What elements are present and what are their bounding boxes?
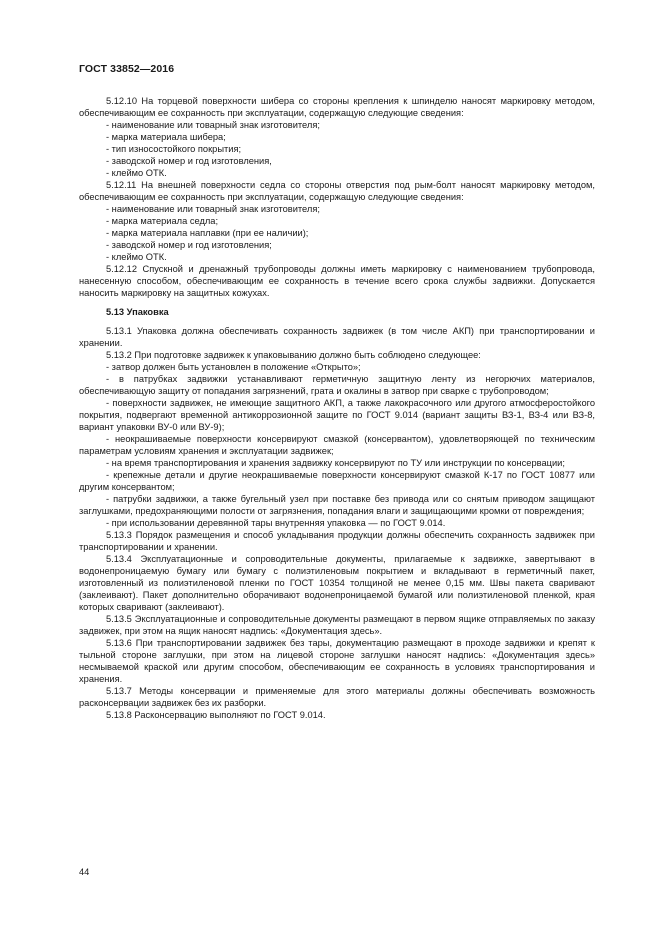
list-item: - тип износостойкого покрытия; — [106, 144, 242, 154]
list-item: - наименование или товарный знак изготовителя; — [106, 120, 320, 130]
list-item: - марка материала седла; — [106, 216, 219, 226]
list-item: - клеймо ОТК. — [106, 252, 167, 262]
list-item: - затвор должен быть установлен в положение «Открыто»; — [106, 362, 361, 372]
paragraph-5-13-6: 5.13.6 При транспортировании задвижек без тары, документацию размещают в проходе задвижки и крепят к тыльной стороне заглушки, при этом на лицевой стороне заглушки наносят надпись: «Документация здесь» несмываемой краской или другим способом, обеспечивающим ее сохранность в условиях транспортирования и хранения. — [79, 638, 595, 684]
paragraph-5-12-11: 5.12.11 На внешней поверхности седла со стороны отверстия под рым-болт наносят маркировку методом, обеспечивающим ее сохранность при эксплуатации, содержащую следующие сведения: — [79, 180, 595, 202]
paragraph-5-13-7: 5.13.7 Методы консервации и применяемые для этого материалы должны обеспечивать возможность расконсервации задвижек без их разборки. — [79, 686, 595, 708]
paragraph-5-12-12: 5.12.12 Спускной и дренажный трубопроводы должны иметь маркировку с наименованием трубопровода, нанесенную способом, обеспечивающим ее сохранность в течение всего срока службы задвижки. Допускается наносить маркировку на защитных кожухах. — [79, 264, 595, 298]
list-item: - клеймо ОТК. — [106, 168, 167, 178]
list-item: - на время транспортирования и хранения задвижку консервируют по ТУ или инструкции по консервации; — [106, 458, 565, 468]
list-item: - крепежные детали и другие неокрашиваемые поверхности консервируют смазкой К-17 по ГОСТ 10877 или другим консервантом; — [79, 470, 595, 492]
list-item: - неокрашиваемые поверхности консервируют смазкой (консервантом), удовлетворяющей по техническим параметрам условиям хранения и эксплуатации задвижек; — [79, 434, 595, 456]
list-item: - марка материала наплавки (при ее наличии); — [106, 228, 309, 238]
list-item: - в патрубках задвижки устанавливают герметичную защитную ленту из негорючих материалов, обеспечивающую защиту от попадания загрязнений, грата и окалины в затвор при сварке с трубопроводом; — [79, 374, 595, 396]
list-item: - поверхности задвижек, не имеющие защитного АКП, а также лакокрасочного или другого атмосферостойкого покрытия, подвергают временной антикоррозионной защите по ГОСТ 9.014 (вариант защиты ВЗ-1, ВЗ-4 или ВЗ-8, вариант упаковки ВУ-0 или ВУ-9); — [79, 398, 595, 432]
list-item: - при использовании деревянной тары внутренняя упаковка — по ГОСТ 9.014. — [106, 518, 446, 528]
list-item: - марка материала шибера; — [106, 132, 226, 142]
section-heading-5-13: 5.13 Упаковка — [106, 307, 169, 317]
page-number: 44 — [79, 867, 90, 877]
paragraph-5-13-4: 5.13.4 Эксплуатационные и сопроводительные документы, прилагаемые к задвижке, завертывают в водонепроницаемую бумагу или бумагу с полиэтиленовым покрытием и вкладывают в герметичный пакет, изготовленный из полиэтиленовой пленки по ГОСТ 10354 толщиной не менее 0,15 мм. Швы пакета сваривают (заклеивают). Пакет дополнительно оборачивают водонепроницаемой бумагой или полиэтиленовой пленкой, края которых сваривают (заклеивают). — [79, 554, 595, 612]
paragraph-5-13-1: 5.13.1 Упаковка должна обеспечивать сохранность задвижек (в том числе АКП) при транспортировании и хранении. — [79, 326, 595, 348]
list-item: - патрубки задвижки, а также бугельный узел при поставке без привода или со снятым приводом защищают заглушками, предохраняющими полости от загрязнения, попадания влаги и защищающими кромки от повреждения; — [79, 494, 595, 516]
document-header: ГОСТ 33852—2016 — [79, 63, 175, 75]
list-item: - заводской номер и год изготовления, — [106, 156, 272, 166]
paragraph-5-13-3: 5.13.3 Порядок размещения и способ укладывания продукции должны обеспечить сохранность задвижек при транспортировании и хранении. — [79, 530, 595, 552]
paragraph-5-13-2: 5.13.2 При подготовке задвижек к упаковыванию должно быть соблюдено следующее: — [106, 350, 481, 360]
list-item: - наименование или товарный знак изготовителя; — [106, 204, 320, 214]
paragraph-5-13-5: 5.13.5 Эксплуатационные и сопроводительные документы размещают в первом ящике отправляемых по заказу задвижек, при этом на ящик наносят надпись: «Документация здесь». — [79, 614, 595, 636]
document-body — [79, 95, 595, 721]
paragraph-5-13-8: 5.13.8 Расконсервацию выполняют по ГОСТ 9.014. — [106, 710, 326, 720]
paragraph-5-12-10: 5.12.10 На торцевой поверхности шибера со стороны крепления к шпинделю наносят маркировку методом, обеспечивающим ее сохранность при эксплуатации, содержащую следующие сведения: — [79, 96, 595, 118]
list-item: - заводской номер и год изготовления; — [106, 240, 272, 250]
